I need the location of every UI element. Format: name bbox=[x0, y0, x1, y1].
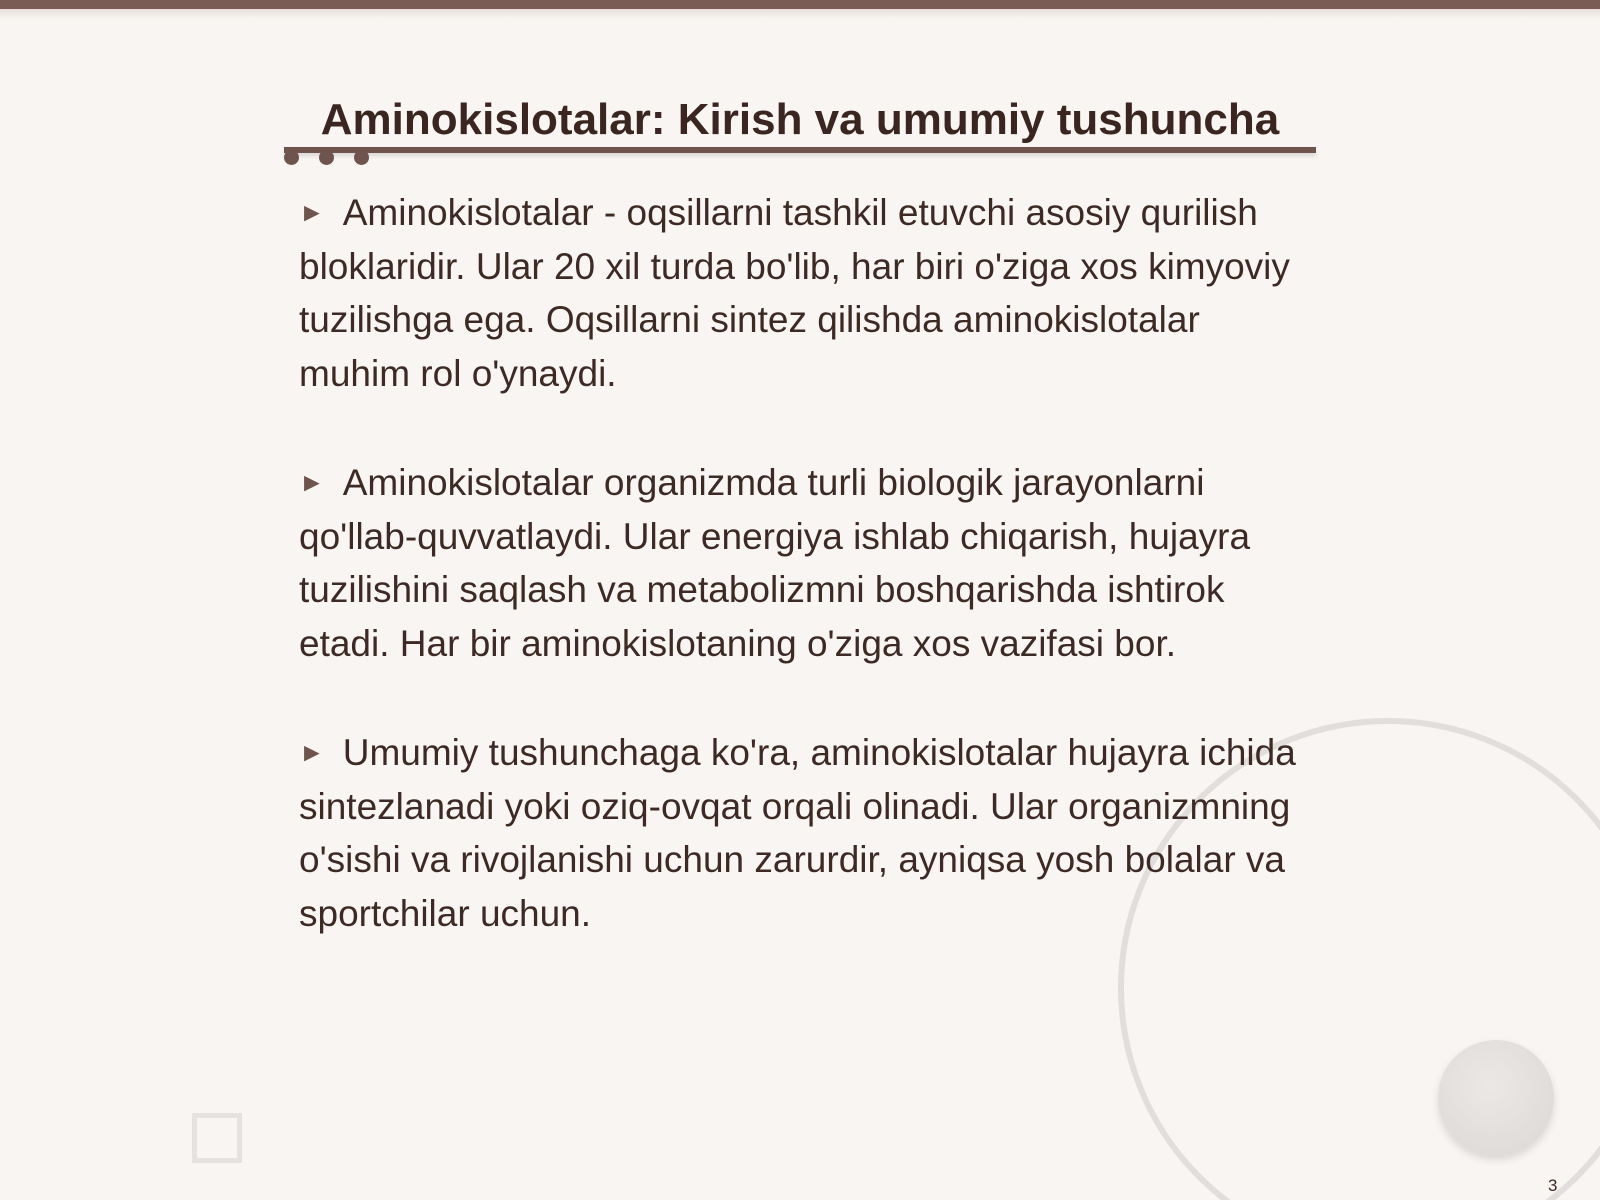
decorative-dot bbox=[354, 150, 369, 165]
page-number: 3 bbox=[1548, 1176, 1558, 1195]
bullet-text: Umumiy tushunchaga ko'ra, aminokislotalar hujayra ichida sintezlanadi yoki oziq-ovqat orqali olinadi. Ular organizmning o'sishi va rivojlanishi uchun zarurdir, ayniqsa yosh bolalar va sportchilar uchun. bbox=[299, 732, 1296, 934]
bullet-list bbox=[299, 186, 1299, 996]
title-underline bbox=[284, 147, 1316, 153]
arrow-right-icon: ► bbox=[299, 737, 325, 767]
decorative-square bbox=[192, 1113, 242, 1163]
bullet-item bbox=[299, 456, 1299, 670]
bullet-text: Aminokislotalar organizmda turli biologik jarayonlarni qo'llab-quvvatlaydi. Ular energiya ishlab chiqarish, hujayra tuzilishini saqlash va metabolizmni boshqarishda ishtirok etadi. Har bir aminokislotaning o'ziga xos vazifasi bor. bbox=[299, 462, 1251, 664]
decorative-circle bbox=[1438, 1040, 1554, 1156]
arrow-right-icon: ► bbox=[299, 197, 325, 227]
bullet-item bbox=[299, 726, 1299, 940]
bullet-item bbox=[299, 186, 1299, 400]
bullet-text: Aminokislotalar - oqsillarni tashkil etuvchi asosiy qurilish bloklaridir. Ular 20 xil turda bo'lib, har biri o'ziga xos kimyoviy tuzilishga ega. Oqsillarni sintez qilishda aminokislotalar muhim rol o'ynaydi. bbox=[299, 192, 1290, 394]
top-bar-shadow bbox=[0, 9, 1600, 19]
arrow-right-icon: ► bbox=[299, 467, 325, 497]
decorative-dot bbox=[319, 150, 334, 165]
top-accent-bar bbox=[0, 0, 1600, 9]
decorative-dot bbox=[284, 150, 299, 165]
slide-title: Aminokislotalar: Kirish va umumiy tushuncha bbox=[320, 95, 1280, 144]
